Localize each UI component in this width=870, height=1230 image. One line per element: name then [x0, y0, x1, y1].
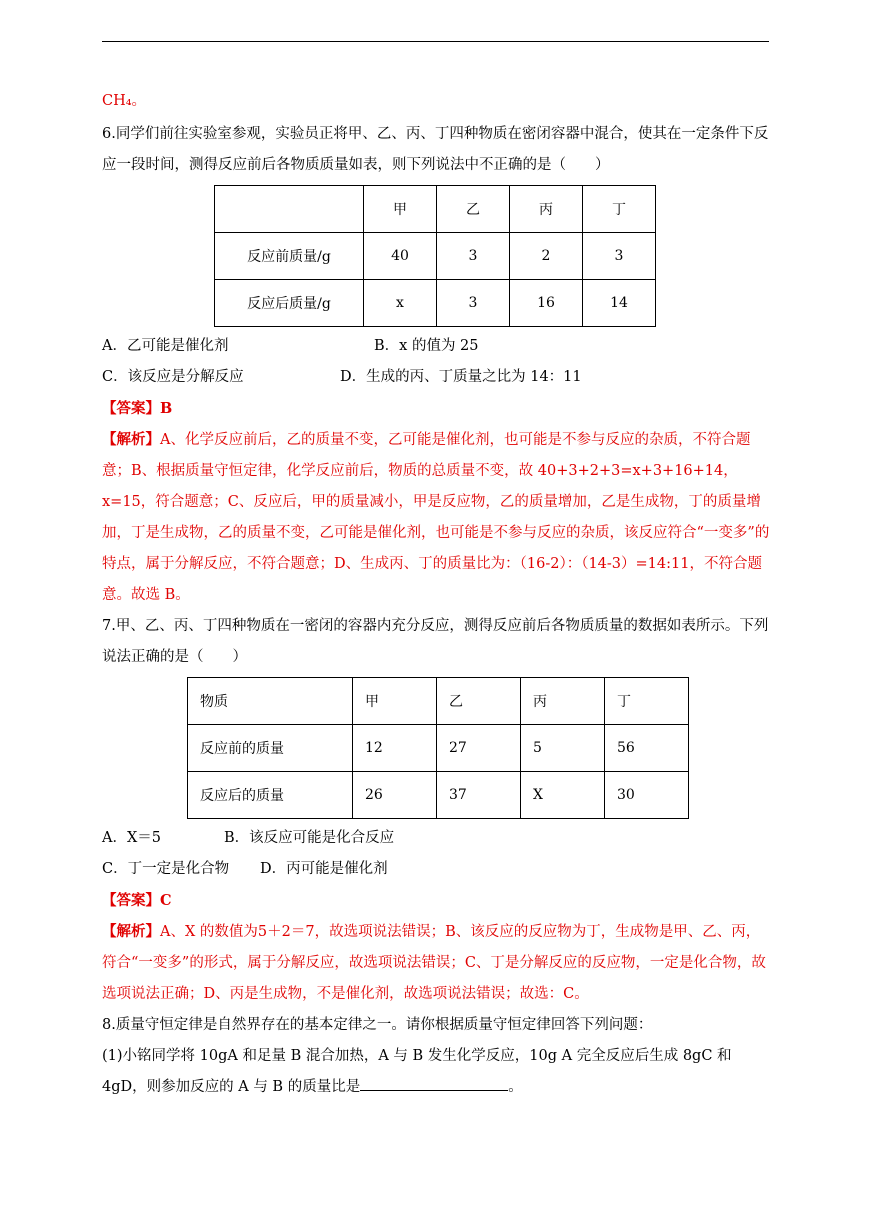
question-7-answer: 【答案】C [102, 892, 172, 909]
question-6-options-row1 [102, 331, 770, 362]
header-rule [102, 41, 769, 42]
table-cell: 丙 [510, 186, 583, 233]
table-cell [215, 186, 364, 233]
table-cell: 40 [364, 233, 437, 280]
question-6-stem: 6.同学们前往实验室参观，实验员正将甲、乙、丙、丁四种物质在密闭容器中混合，使其在一定条件下反应一段时间，测得反应前后各物质质量如表，则下列说法中不正确的是（ ） [102, 126, 769, 173]
answer-blank[interactable] [360, 1074, 508, 1091]
table-row [215, 280, 656, 327]
table-cell: 3 [437, 233, 510, 280]
option-d: D．生成的丙、丁质量之比为 14：11 [340, 369, 582, 385]
table-cell: 37 [437, 772, 521, 819]
question-6-analysis [102, 424, 770, 611]
table-cell: 56 [605, 725, 689, 772]
table-cell: x [364, 280, 437, 327]
sub1-text: (1)小铭同学将 10gA 和足量 B 混合加热，A 与 B 发生化学反应，10g A 完全反应后生成 8gC 和 4gD，则参加反应的 A 与 B 的质量比是 [102, 1048, 732, 1095]
table-cell: 反应后质量/g [215, 280, 364, 327]
option-c: C．该反应是分解反应 [102, 369, 244, 385]
question-7-options-row2 [102, 854, 770, 885]
table-row [215, 233, 656, 280]
question-7-analysis [102, 916, 770, 1010]
table-header-row [215, 186, 656, 233]
question-7-options-row1 [102, 823, 770, 854]
sub1-end: 。 [508, 1079, 523, 1095]
option-b: B．x 的值为 25 [374, 338, 479, 354]
question-7-table [187, 677, 689, 819]
table-cell: 丁 [583, 186, 656, 233]
question-6-answer: 【答案】B [102, 400, 173, 417]
option-a: A．X＝5 [102, 830, 162, 846]
question-8-sub1 [102, 1041, 770, 1103]
table-cell: 甲 [364, 186, 437, 233]
table-cell: X [521, 772, 605, 819]
option-a: A．乙可能是催化剂 [102, 338, 229, 354]
table-cell: 12 [353, 725, 437, 772]
table-cell: 反应前质量/g [215, 233, 364, 280]
table-cell: 丁 [605, 678, 689, 725]
option-c: C．丁一定是化合物 [102, 861, 230, 877]
prev-answer-tail: CH₄。 [102, 93, 147, 109]
table-cell: 30 [605, 772, 689, 819]
table-cell: 27 [437, 725, 521, 772]
table-cell: 反应前的质量 [188, 725, 353, 772]
table-cell: 26 [353, 772, 437, 819]
analysis-text: A、化学反应前后，乙的质量不变，乙可能是催化剂，也可能是不参与反应的杂质，不符合题意；B、根据质量守恒定律，化学反应前后，物质的总质量不变，故 40+3+2+3=x+3+16+14，x=15，符合题意；C、反应后，甲的质量减小，甲是反应物，乙的质量增加，乙是生成物，丁的质量增加，丁是生成物，乙的质量不变，乙可能是催化剂，也可能是不参与反应的杂质，该反应符合“一变多”的特点，属于分解反应，不符合题意；D、生成丙、丁的质量比为：（16-2）：（14-3）=14:11，不符合题意。故选 B。 [102, 432, 770, 603]
option-d: D．丙可能是催化剂 [260, 861, 388, 877]
table-row [188, 772, 689, 819]
question-6-options-row2 [102, 362, 770, 393]
table-cell: 物质 [188, 678, 353, 725]
table-cell: 乙 [437, 678, 521, 725]
question-8-stem: 8.质量守恒定律是自然界存在的基本定律之一。请你根据质量守恒定律回答下列问题： [102, 1017, 653, 1033]
page-content [102, 86, 770, 1103]
analysis-text: A、X 的数值为5＋2＝7，故选项说法错误；B、该反应的反应物为丁，生成物是甲、乙、丙，符合“一变多”的形式，属于分解反应，故选项说法错误；C、丁是分解反应的反应物，一定是化合物，故选项说法正确；D、丙是生成物，不是催化剂，故选项说法错误；故选：C。 [102, 924, 766, 1002]
question-6-table [214, 185, 656, 327]
table-cell: 反应后的质量 [188, 772, 353, 819]
table-cell: 2 [510, 233, 583, 280]
question-7-stem: 7.甲、乙、丙、丁四种物质在一密闭的容器内充分反应，测得反应前后各物质质量的数据如表所示。下列说法正确的是（ ） [102, 618, 769, 665]
table-cell: 5 [521, 725, 605, 772]
table-cell: 3 [437, 280, 510, 327]
table-header-row [188, 678, 689, 725]
table-cell: 16 [510, 280, 583, 327]
table-cell: 14 [583, 280, 656, 327]
table-cell: 甲 [353, 678, 437, 725]
table-cell: 乙 [437, 186, 510, 233]
table-cell: 3 [583, 233, 656, 280]
analysis-label: 【解析】 [102, 431, 160, 448]
option-b: B．该反应可能是化合反应 [224, 830, 395, 846]
analysis-label: 【解析】 [102, 923, 160, 940]
table-cell: 丙 [521, 678, 605, 725]
table-row [188, 725, 689, 772]
